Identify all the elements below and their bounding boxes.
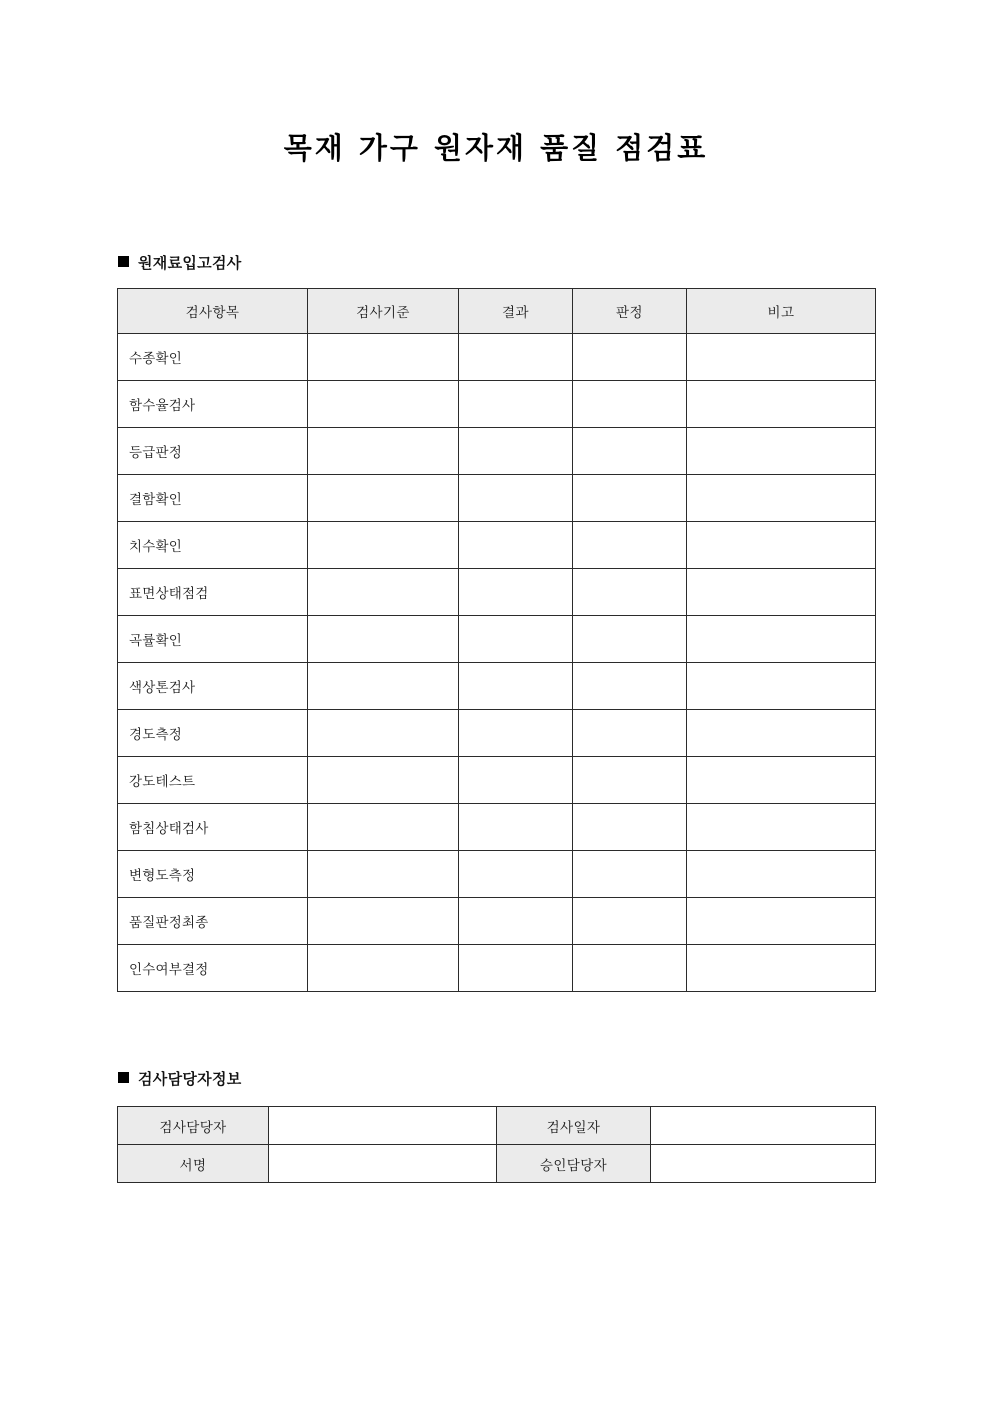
- field-inspection-date-value[interactable]: [651, 1107, 876, 1145]
- cell-judgement[interactable]: [573, 334, 687, 381]
- field-signature-value[interactable]: [269, 1145, 497, 1183]
- cell-item: 치수확인: [118, 522, 308, 569]
- label-signature: 서명: [118, 1145, 269, 1183]
- cell-result[interactable]: [459, 710, 573, 757]
- cell-judgement[interactable]: [573, 381, 687, 428]
- cell-item: 품질판정최종: [118, 898, 308, 945]
- table-row: [118, 334, 876, 381]
- cell-standard[interactable]: [308, 710, 459, 757]
- cell-note[interactable]: [687, 851, 876, 898]
- cell-standard[interactable]: [308, 569, 459, 616]
- table-row: [118, 1107, 876, 1145]
- cell-judgement[interactable]: [573, 945, 687, 992]
- table-row: [118, 428, 876, 475]
- table-row: [118, 1145, 876, 1183]
- cell-standard[interactable]: [308, 475, 459, 522]
- cell-note[interactable]: [687, 381, 876, 428]
- cell-item: 경도측정: [118, 710, 308, 757]
- field-approver-value[interactable]: [651, 1145, 876, 1183]
- section-heading-inspector: [118, 1068, 242, 1089]
- cell-result[interactable]: [459, 569, 573, 616]
- cell-note[interactable]: [687, 522, 876, 569]
- cell-result[interactable]: [459, 663, 573, 710]
- cell-judgement[interactable]: [573, 710, 687, 757]
- cell-result[interactable]: [459, 898, 573, 945]
- cell-standard[interactable]: [308, 804, 459, 851]
- cell-judgement[interactable]: [573, 663, 687, 710]
- column-header-item: 검사항목: [118, 289, 308, 334]
- cell-standard[interactable]: [308, 945, 459, 992]
- table-row: [118, 475, 876, 522]
- inspection-table: [117, 288, 876, 992]
- cell-standard[interactable]: [308, 381, 459, 428]
- square-bullet-icon: [118, 256, 129, 267]
- cell-judgement[interactable]: [573, 522, 687, 569]
- cell-item: 변형도측정: [118, 851, 308, 898]
- table-row: [118, 757, 876, 804]
- table-row: [118, 804, 876, 851]
- table-row: [118, 710, 876, 757]
- table-row: [118, 663, 876, 710]
- cell-note[interactable]: [687, 757, 876, 804]
- cell-standard[interactable]: [308, 757, 459, 804]
- table-row: [118, 616, 876, 663]
- cell-result[interactable]: [459, 804, 573, 851]
- cell-note[interactable]: [687, 569, 876, 616]
- cell-item: 결함확인: [118, 475, 308, 522]
- table-header-row: [118, 289, 876, 334]
- section-heading-inspection-label: 원재료입고검사: [138, 254, 242, 272]
- cell-note[interactable]: [687, 945, 876, 992]
- cell-note[interactable]: [687, 475, 876, 522]
- cell-item: 강도테스트: [118, 757, 308, 804]
- cell-note[interactable]: [687, 428, 876, 475]
- cell-item: 함침상태검사: [118, 804, 308, 851]
- table-row: [118, 945, 876, 992]
- table-row: [118, 522, 876, 569]
- cell-result[interactable]: [459, 945, 573, 992]
- cell-standard[interactable]: [308, 663, 459, 710]
- cell-item: 등급판정: [118, 428, 308, 475]
- cell-standard[interactable]: [308, 334, 459, 381]
- cell-result[interactable]: [459, 334, 573, 381]
- cell-result[interactable]: [459, 381, 573, 428]
- inspector-info-table: [117, 1106, 876, 1183]
- cell-note[interactable]: [687, 804, 876, 851]
- column-header-result: 결과: [459, 289, 573, 334]
- cell-note[interactable]: [687, 710, 876, 757]
- column-header-note: 비고: [687, 289, 876, 334]
- cell-judgement[interactable]: [573, 616, 687, 663]
- cell-note[interactable]: [687, 616, 876, 663]
- page-title: 목재 가구 원자재 품질 점검표: [283, 131, 709, 165]
- square-bullet-icon: [118, 1072, 129, 1083]
- table-row: [118, 898, 876, 945]
- cell-standard[interactable]: [308, 428, 459, 475]
- cell-item: 인수여부결정: [118, 945, 308, 992]
- cell-note[interactable]: [687, 334, 876, 381]
- cell-note[interactable]: [687, 663, 876, 710]
- label-inspection-date: 검사일자: [497, 1107, 651, 1145]
- table-row: [118, 381, 876, 428]
- cell-judgement[interactable]: [573, 804, 687, 851]
- cell-judgement[interactable]: [573, 898, 687, 945]
- cell-result[interactable]: [459, 522, 573, 569]
- cell-result[interactable]: [459, 428, 573, 475]
- cell-standard[interactable]: [308, 616, 459, 663]
- cell-item: 수종확인: [118, 334, 308, 381]
- section-heading-inspection: [118, 252, 242, 273]
- cell-item: 곡률확인: [118, 616, 308, 663]
- cell-judgement[interactable]: [573, 475, 687, 522]
- cell-judgement[interactable]: [573, 569, 687, 616]
- cell-standard[interactable]: [308, 851, 459, 898]
- cell-note[interactable]: [687, 898, 876, 945]
- column-header-standard: 검사기준: [308, 289, 459, 334]
- field-inspector-value[interactable]: [269, 1107, 497, 1145]
- cell-result[interactable]: [459, 475, 573, 522]
- cell-judgement[interactable]: [573, 757, 687, 804]
- cell-judgement[interactable]: [573, 428, 687, 475]
- cell-result[interactable]: [459, 757, 573, 804]
- section-heading-inspector-label: 검사담당자정보: [138, 1070, 242, 1088]
- cell-standard[interactable]: [308, 898, 459, 945]
- cell-standard[interactable]: [308, 522, 459, 569]
- label-approver: 승인담당자: [497, 1145, 651, 1183]
- cell-result[interactable]: [459, 616, 573, 663]
- cell-item: 표면상태점검: [118, 569, 308, 616]
- cell-item: 함수율검사: [118, 381, 308, 428]
- cell-result[interactable]: [459, 851, 573, 898]
- cell-item: 색상톤검사: [118, 663, 308, 710]
- table-row: [118, 851, 876, 898]
- column-header-judgement: 판정: [573, 289, 687, 334]
- table-row: [118, 569, 876, 616]
- label-inspector: 검사담당자: [118, 1107, 269, 1145]
- cell-judgement[interactable]: [573, 851, 687, 898]
